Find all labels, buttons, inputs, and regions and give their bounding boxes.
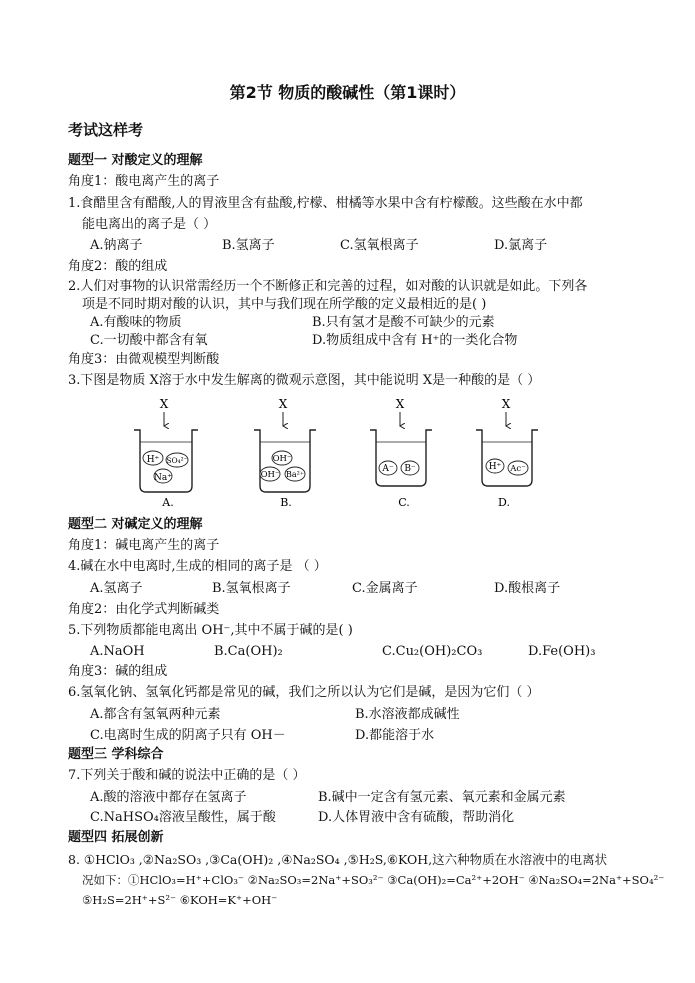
q5-option-d: D.Fe(OH)₃ [528, 644, 596, 659]
type3-heading: 题型三 学科综合 [68, 747, 164, 762]
type2-angle1: 角度1：碱电离产生的离子 [68, 538, 220, 553]
q4-option-a: A.氢离子 [90, 581, 143, 596]
q1-line1: 1.食醋里含有醋酸,人的胃液里含有盐酸,柠檬、柑橘等水果中含有柠檬酸。这些酸在水中都 [68, 196, 583, 211]
q1-option-a: A.钠离子 [90, 238, 143, 253]
beaker-d-ion-1: H⁺ [488, 462, 502, 472]
beaker-d [476, 397, 538, 509]
type1-angle3: 角度3：由微观模型判断酸 [68, 352, 220, 367]
q7-option-b: B.碱中一定含有氢元素、氧元素和金属元素 [318, 790, 566, 805]
q7-option-d: D.人体胃液中含有硫酸，帮助消化 [318, 810, 515, 825]
q8-line2: 况如下：①HClO₃=H⁺+ClO₃⁻ ②Na₂SO₃=2Na⁺+SO₃²⁻ ③Ca(OH)₂=Ca²⁺+2OH⁻ ④Na₂SO₄=2Na⁺+SO₄²⁻ [82, 873, 665, 887]
q1-line2: 能电离出的离子是（ ） [82, 217, 217, 232]
q1-option-b: B.氢离子 [222, 238, 275, 253]
type1-angle1: 角度1：酸电离产生的离子 [68, 174, 220, 189]
page-title: 第2节 物质的酸碱性（第1课时） [229, 83, 466, 102]
beaker-b [254, 397, 316, 509]
beaker-d-ion-2: Ac⁻ [510, 464, 526, 474]
type1-angle2: 角度2：酸的组成 [68, 259, 168, 274]
q4-option-d: D.酸根离子 [494, 581, 561, 596]
q5-option-a: A.NaOH [90, 644, 145, 659]
q6-option-c: C.电离时生成的阴离子只有 OH－ [90, 728, 286, 743]
q3-line1: 3.下图是物质 X溶于水中发生解离的微观示意图，其中能说明 X是一种酸的是（ ） [68, 373, 541, 388]
beaker-a-ion-1: H⁺ [146, 455, 160, 465]
beaker-b-ion-3: Ba²⁺ [285, 470, 305, 479]
beaker-diagram [130, 396, 570, 516]
beaker-c-ion-1: A⁻ [382, 464, 394, 474]
type2-angle3: 角度3：碱的组成 [68, 664, 168, 679]
type4-heading: 题型四 拓展创新 [68, 830, 164, 845]
q2-line2: 项是不同时期对酸的认识，其中与我们现在所学酸的定义最相近的是( ) [82, 297, 487, 312]
q6-line1: 6.氢氧化钠、氢氧化钙都是常见的碱，我们之所以认为它们是碱，是因为它们（ ） [68, 685, 540, 700]
q8-line1: 8. ①HClO₃ ,②Na₂SO₃ ,③Ca(OH)₂ ,④Na₂SO₄ ,⑤H₂S,⑥KOH,这六种物质在水溶液中的电离状 [68, 852, 608, 867]
q7-option-a: A.酸的溶液中都存在氢离子 [90, 790, 247, 805]
type2-angle2: 角度2：由化学式判断碱类 [68, 602, 220, 617]
beaker-b-ion-1: OH⁻ [272, 454, 292, 464]
q4-line1: 4.碱在水中电离时,生成的相同的离子是 （ ） [68, 559, 327, 574]
q4-option-b: B.氢氧根离子 [212, 581, 291, 596]
q2-option-d: D.物质组成中含有 H⁺的一类化合物 [312, 333, 518, 348]
beaker-b-label: B. [280, 496, 292, 509]
q5-option-b: B.Ca(OH)₂ [214, 644, 283, 659]
beaker-c-label: C. [398, 496, 410, 509]
q1-option-c: C.氢氧根离子 [340, 238, 419, 253]
q7-line1: 7.下列关于酸和碱的说法中正确的是（ ） [68, 768, 306, 783]
beaker-d-x-label: X [501, 397, 511, 411]
beaker-c [370, 397, 432, 509]
beaker-a-ion-2: SO₄²⁻ [166, 456, 188, 465]
q6-option-d: D.都能溶于水 [355, 728, 435, 743]
q7-option-c: C.NaHSO₄溶液呈酸性，属于酸 [90, 810, 276, 825]
beaker-c-x-label: X [395, 397, 405, 411]
beaker-a-ion-3: Na⁺ [154, 473, 172, 483]
beaker-a-x-label: X [159, 397, 169, 411]
q2-option-c: C.一切酸中都含有氧 [90, 333, 208, 348]
beaker-a [134, 397, 198, 509]
q2-option-a: A.有酸味的物质 [90, 315, 182, 330]
beaker-b-x-label: X [278, 397, 288, 411]
beaker-c-ion-2: B⁻ [404, 464, 416, 474]
beaker-d-label: D. [498, 496, 510, 509]
q2-option-b: B.只有氢才是酸不可缺少的元素 [312, 315, 495, 330]
beaker-a-label: A. [162, 496, 174, 509]
q6-option-a: A.都含有氢氧两种元素 [90, 707, 221, 722]
q8-line3: ⑤H₂S=2H⁺+S²⁻ ⑥KOH=K⁺+OH⁻ [82, 893, 278, 907]
type2-heading: 题型二 对碱定义的理解 [68, 517, 203, 532]
q4-option-c: C.金属离子 [352, 581, 418, 596]
section-heading: 考试这样考 [68, 121, 144, 139]
q1-option-d: D.氯离子 [494, 238, 548, 253]
q2-line1: 2.人们对事物的认识常需经历一个不断修正和完善的过程，如对酸的认识就是如此。下列各 [68, 279, 588, 294]
q5-option-c: C.Cu₂(OH)₂CO₃ [382, 644, 483, 659]
type1-heading: 题型一 对酸定义的理解 [68, 153, 203, 168]
q5-line1: 5.下列物质都能电离出 OH⁻,其中不属于碱的是( ) [68, 623, 353, 638]
beaker-b-ion-2: OH⁻ [260, 470, 280, 480]
q6-option-b: B.水溶液都成碱性 [355, 707, 460, 722]
